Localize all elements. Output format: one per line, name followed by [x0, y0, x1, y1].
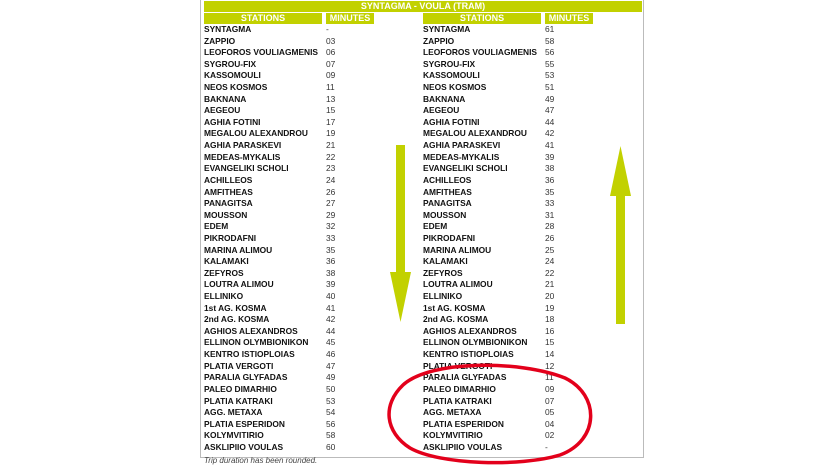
station-name: ELLINON OLYMBIONIKON	[204, 337, 309, 348]
station-minutes: 47	[326, 360, 336, 371]
station-minutes: 02	[545, 430, 555, 441]
station-minutes: 15	[326, 105, 336, 116]
station-name: AGHIA PARASKEVI	[423, 140, 501, 151]
station-name: PLATIA VERGOTI	[204, 360, 274, 371]
station-minutes: 15	[545, 337, 555, 348]
station-name: 1st AG. KOSMA	[204, 302, 267, 313]
minutes-header: MINUTES	[326, 13, 374, 24]
station-name: AEGEOU	[423, 105, 460, 116]
station-name: PALEO DIMARHIO	[204, 383, 277, 394]
station-minutes: 09	[326, 70, 336, 81]
station-name: SYGROU-FIX	[204, 58, 257, 69]
station-minutes: 13	[326, 93, 336, 104]
station-minutes: 20	[545, 291, 555, 302]
station-name: EVANGELIKI SCHOLI	[423, 163, 508, 174]
station-minutes: 61	[545, 24, 555, 34]
station-minutes: 39	[326, 279, 336, 290]
station-name: ASKLIPIIO VOULAS	[204, 441, 284, 452]
station-name: KALAMAKI	[204, 256, 249, 267]
station-minutes: 33	[326, 232, 336, 243]
station-name: PANAGITSA	[423, 198, 472, 209]
station-name: AGHIA FOTINI	[204, 116, 261, 127]
station-name: PANAGITSA	[204, 198, 253, 209]
station-minutes: 58	[326, 430, 336, 441]
stations-header: STATIONS	[423, 13, 541, 24]
station-minutes: 07	[326, 58, 336, 69]
footnote: Trip duration has been rounded.	[204, 456, 318, 465]
station-name: MEGALOU ALEXANDROU	[204, 128, 308, 139]
station-minutes: 39	[545, 151, 555, 162]
station-name: EDEM	[423, 221, 448, 232]
station-minutes: 38	[326, 267, 336, 278]
station-name: BAKNANA	[423, 93, 466, 104]
station-minutes: 49	[326, 372, 336, 383]
station-minutes: 42	[545, 128, 555, 139]
station-name: PLATIA ESPERIDON	[204, 418, 285, 429]
station-minutes: 11	[326, 82, 335, 93]
station-name: MOUSSON	[204, 209, 248, 220]
station-minutes: 55	[545, 58, 555, 69]
station-minutes: 31	[545, 209, 555, 220]
station-name: EVANGELIKI SCHOLI	[204, 163, 289, 174]
station-minutes: 06	[326, 47, 336, 58]
station-minutes: 42	[326, 314, 336, 325]
station-minutes: -	[326, 24, 329, 34]
station-name: 1st AG. KOSMA	[423, 302, 486, 313]
station-minutes: 54	[326, 407, 336, 418]
station-minutes: 41	[545, 140, 555, 151]
station-name: KOLYMVITIRIO	[423, 430, 483, 441]
station-name: MEGALOU ALEXANDROU	[423, 128, 527, 139]
station-minutes: 27	[326, 198, 336, 209]
station-minutes: 56	[326, 418, 336, 429]
station-name: NEOS KOSMOS	[423, 82, 487, 93]
station-minutes: 29	[326, 209, 336, 220]
station-minutes: 16	[545, 325, 555, 336]
station-name: SYNTAGMA	[204, 24, 252, 34]
station-name: AGG. METAXA	[204, 407, 263, 418]
station-name: KOLYMVITIRIO	[204, 430, 264, 441]
station-name: MARINA ALIMOU	[423, 244, 492, 255]
station-name: MARINA ALIMOU	[204, 244, 273, 255]
station-minutes: 38	[545, 163, 555, 174]
station-minutes: 45	[326, 337, 336, 348]
station-name: ZEFYROS	[204, 267, 244, 278]
station-minutes: 28	[545, 221, 555, 232]
station-minutes: 33	[545, 198, 555, 209]
station-minutes: 17	[326, 116, 336, 127]
station-minutes: 07	[545, 395, 555, 406]
station-name: MEDEAS-MYKALIS	[423, 151, 500, 162]
station-minutes: 26	[545, 232, 555, 243]
station-name: KASSOMOULI	[204, 70, 261, 81]
station-name: AGG. METAXA	[423, 407, 482, 418]
station-name: SYGROU-FIX	[423, 58, 476, 69]
station-name: PLATIA VERGOTI	[423, 360, 493, 371]
station-minutes: 36	[545, 174, 555, 185]
station-minutes: 03	[326, 35, 336, 46]
station-minutes: 32	[326, 221, 336, 232]
station-minutes: 36	[326, 256, 336, 267]
station-name: PIKRODAFNI	[204, 232, 257, 243]
station-name: PLATIA ESPERIDON	[423, 418, 504, 429]
station-name: BAKNANA	[204, 93, 247, 104]
timetable-title: SYNTAGMA - VOULA (TRAM)	[204, 1, 642, 12]
station-name: AGHIOS ALEXANDROS	[204, 325, 298, 336]
station-minutes: 04	[545, 418, 555, 429]
station-name: EDEM	[204, 221, 229, 232]
station-minutes: 18	[545, 314, 555, 325]
station-minutes: 44	[326, 325, 336, 336]
station-name: NEOS KOSMOS	[204, 82, 268, 93]
minutes-header: MINUTES	[545, 13, 593, 24]
station-minutes: 56	[545, 47, 555, 58]
station-minutes: 44	[545, 116, 555, 127]
station-minutes: 23	[326, 163, 336, 174]
station-name: ZAPPIO	[423, 35, 455, 46]
station-minutes: 19	[545, 302, 555, 313]
station-name: ZAPPIO	[204, 35, 236, 46]
station-name: AMFITHEAS	[423, 186, 472, 197]
station-name: LOUTRA ALIMOU	[423, 279, 493, 290]
station-minutes: 19	[326, 128, 336, 139]
station-minutes: 40	[326, 291, 336, 302]
station-minutes: 09	[545, 383, 555, 394]
station-name: MEDEAS-MYKALIS	[204, 151, 281, 162]
station-name: KENTRO ISTIOPLOIAS	[423, 349, 514, 360]
station-minutes: 53	[326, 395, 336, 406]
station-minutes: 22	[326, 151, 336, 162]
station-name: LOUTRA ALIMOU	[204, 279, 274, 290]
station-minutes: 11	[545, 372, 554, 383]
station-minutes: 60	[326, 441, 336, 452]
station-minutes: 21	[545, 279, 555, 290]
stations-header: STATIONS	[204, 13, 322, 24]
station-minutes: 50	[326, 383, 336, 394]
station-minutes: 24	[326, 174, 336, 185]
station-name: KENTRO ISTIOPLOIAS	[204, 349, 295, 360]
station-name: PALEO DIMARHIO	[423, 383, 496, 394]
station-name: PLATIA KATRAKI	[423, 395, 492, 406]
station-minutes: 53	[545, 70, 555, 81]
station-minutes: 49	[545, 93, 555, 104]
station-name: ACHILLEOS	[204, 174, 253, 185]
station-name: LEOFOROS VOULIAGMENIS	[204, 47, 318, 58]
station-name: ELLINON OLYMBIONIKON	[423, 337, 528, 348]
station-minutes: 24	[545, 256, 555, 267]
station-name: AGHIA FOTINI	[423, 116, 480, 127]
station-name: ACHILLEOS	[423, 174, 472, 185]
station-minutes: 41	[326, 302, 336, 313]
station-minutes: 12	[545, 360, 555, 371]
station-name: ZEFYROS	[423, 267, 463, 278]
station-minutes: 51	[545, 82, 555, 93]
station-name: AGHIA PARASKEVI	[204, 140, 282, 151]
station-name: AMFITHEAS	[204, 186, 253, 197]
station-name: KASSOMOULI	[423, 70, 480, 81]
station-name: AGHIOS ALEXANDROS	[423, 325, 517, 336]
station-minutes: 35	[326, 244, 336, 255]
station-name: 2nd AG. KOSMA	[204, 314, 270, 325]
station-name: PLATIA KATRAKI	[204, 395, 273, 406]
station-name: ELLINIKO	[423, 291, 463, 302]
station-name: SYNTAGMA	[423, 24, 471, 34]
station-name: PARALIA GLYFADAS	[204, 372, 288, 383]
station-name: ELLINIKO	[204, 291, 244, 302]
station-minutes: 47	[545, 105, 555, 116]
station-name: LEOFOROS VOULIAGMENIS	[423, 47, 537, 58]
station-minutes: 26	[326, 186, 336, 197]
station-minutes: 22	[545, 267, 555, 278]
station-minutes: 14	[545, 349, 555, 360]
station-name: AEGEOU	[204, 105, 241, 116]
station-minutes: 05	[545, 407, 555, 418]
station-minutes: 58	[545, 35, 555, 46]
station-name: MOUSSON	[423, 209, 467, 220]
station-minutes: -	[545, 441, 548, 452]
station-minutes: 46	[326, 349, 336, 360]
station-name: ASKLIPIIO VOULAS	[423, 441, 503, 452]
station-minutes: 25	[545, 244, 555, 255]
station-name: KALAMAKI	[423, 256, 468, 267]
station-minutes: 21	[326, 140, 336, 151]
station-name: PIKRODAFNI	[423, 232, 476, 243]
station-name: PARALIA GLYFADAS	[423, 372, 507, 383]
station-minutes: 35	[545, 186, 555, 197]
station-name: 2nd AG. KOSMA	[423, 314, 489, 325]
